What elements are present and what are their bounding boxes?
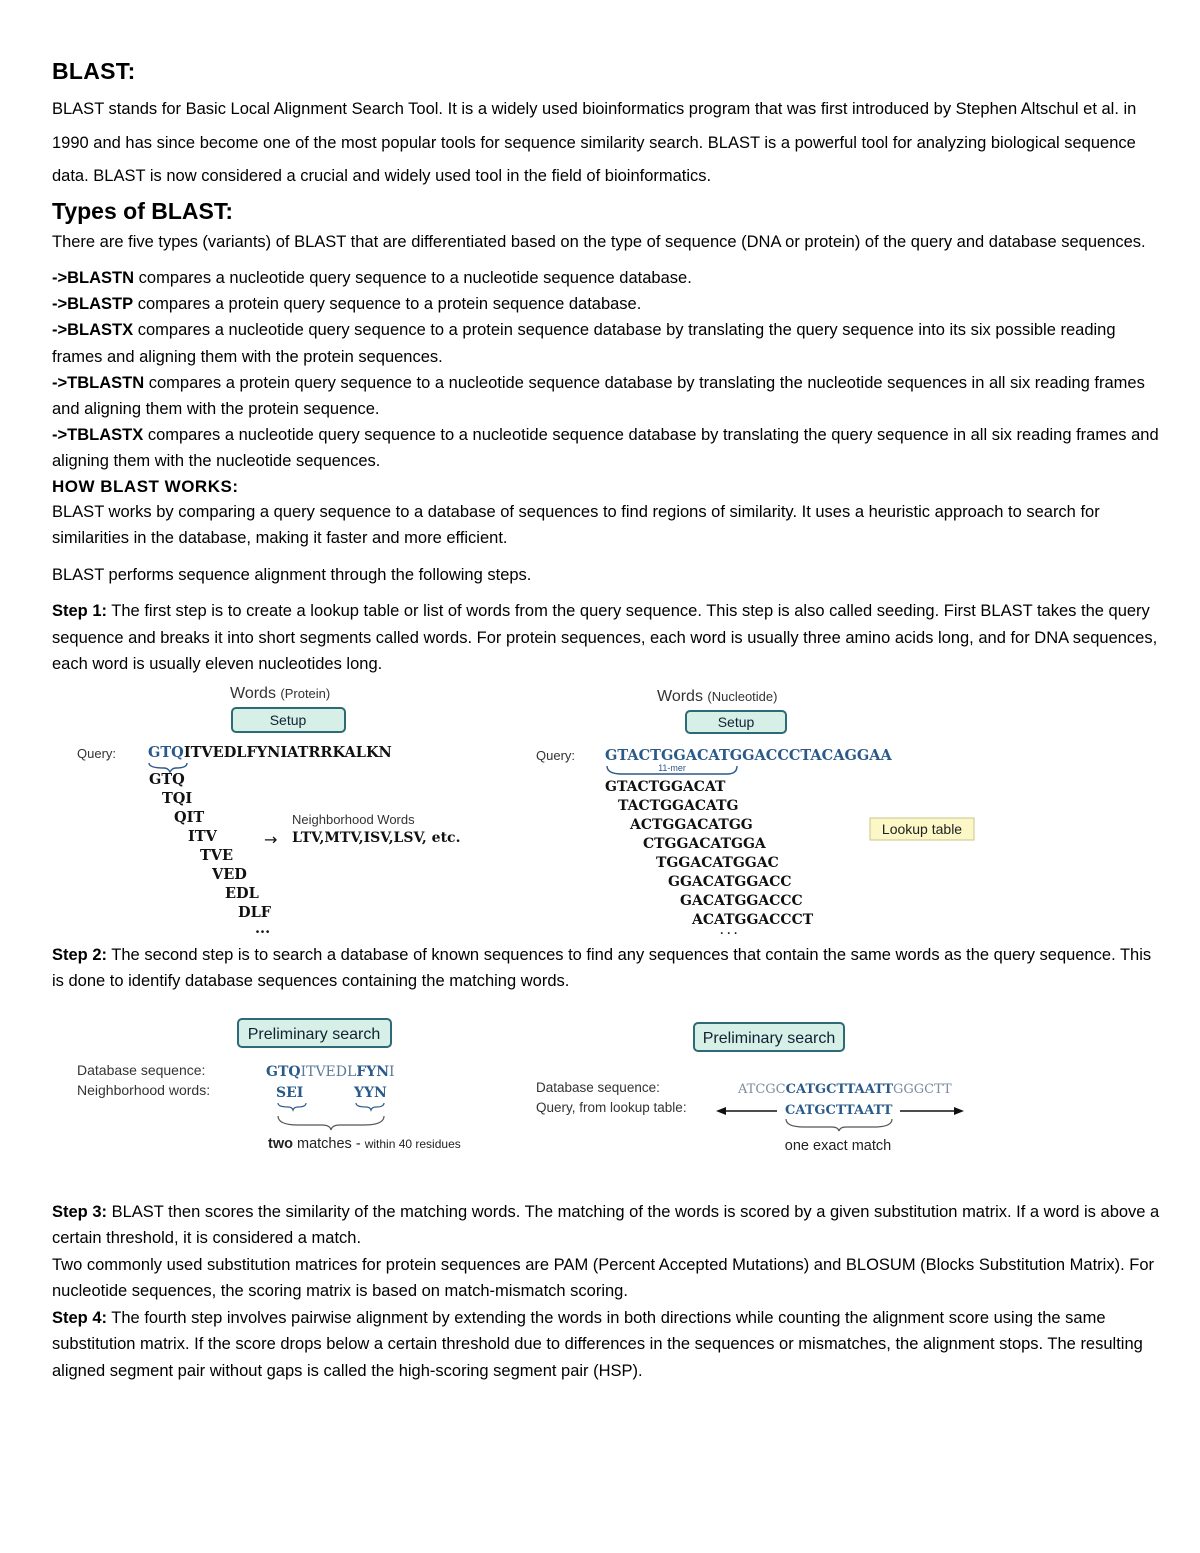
lookup-label: Lookup table <box>881 820 963 837</box>
neighborhood-words-label: Neighborhood words: <box>77 1081 211 1098</box>
step1-paragraph: Step 1: The first step is to create a lookup table or list of words from the query sequence. This step is also called seeding. First BLAST takes the query sequence and breaks it into short segments called words. For protein sequences, each word is usually three amino acids long, and for DNA sequences, each word is usually eleven nucleotides long. <box>52 602 1158 674</box>
left-words-title: Words (Protein) <box>230 684 331 702</box>
list-item: ->TBLASTN compares a protein query sequence to a nucleotide sequence database by translating the nucleotide sequences in all six reading frames and aligning them with the protein sequence. <box>52 373 1145 419</box>
db-sequence-label: Database sequence: <box>77 1061 206 1078</box>
preliminary-search-label: Preliminary search <box>702 1029 836 1047</box>
setup-label: Setup <box>717 713 755 730</box>
step4-paragraph: Step 4: The fourth step involves pairwise alignment by extending the words in both directions while counting the alignment score using the same substitution matrix. If the score drops below a certain threshold due to differences in the sequences or mismatches, the alignment stops. The resulting aligned segment pair without gaps is called the high-scoring segment pair (HSP). <box>52 1308 1143 1380</box>
types-list <box>52 265 1162 475</box>
protein-query: GTQITVEDLFYNIATRRKALKN <box>148 743 392 761</box>
types-intro: There are five types (variants) of BLAST that are differentiated based on the type of sequence (DNA or protein) of the query and database sequences. <box>52 232 1146 251</box>
word: ACTGGACATGG <box>630 816 753 833</box>
word: GGACATGGACC <box>668 873 792 890</box>
word: . . . <box>720 925 738 934</box>
nucleotide-words <box>605 779 814 934</box>
list-item: ->TBLASTX compares a nucleotide query sequence to a nucleotide sequence database by translating the query sequence in all six reading frames and aligning them with the nucleotide sequences. <box>52 426 1159 471</box>
list-item: ->BLASTX compares a nucleotide query sequence to a protein sequence database by translating the query sequence into its six possible reading frames and aligning them with the protein sequences. <box>52 321 1116 366</box>
how-intro: BLAST works by comparing a query sequence to a database of sequences to find regions of similarity. It uses a heuristic approach to search for similarities in the database, making it faster and more efficient. <box>52 502 1100 548</box>
query-label: Query: <box>77 745 117 761</box>
brace-icon <box>278 1116 384 1130</box>
setup-label: Setup <box>269 711 307 728</box>
word: TVE <box>200 846 234 864</box>
word: ACATGGACCCT <box>692 911 814 928</box>
neighborhood-word-2: YYN <box>354 1084 387 1101</box>
r-query-word: CATGCTTAATT <box>785 1102 893 1118</box>
word: GTACTGGACAT <box>605 778 726 795</box>
word: GTQ <box>149 770 185 788</box>
word: TACTGGACATG <box>618 797 739 814</box>
types-heading: Types of BLAST: <box>52 197 234 224</box>
preliminary-search-label: Preliminary search <box>247 1025 381 1043</box>
word: TGGACATGGAC <box>656 854 779 871</box>
word: QIT <box>174 808 205 826</box>
mer-label: 11-mer <box>658 762 686 773</box>
brace-icon <box>786 1119 892 1131</box>
word: DLF <box>238 903 272 921</box>
neighborhood-word-1: SEI <box>276 1084 304 1101</box>
right-words-title: Words (Nucleotide) <box>657 687 778 705</box>
word: ITV <box>188 827 217 845</box>
r-db-sequence: ATCGCCATGCTTAATTGGGCTT <box>738 1081 952 1097</box>
word: CTGGACATGGA <box>643 835 766 852</box>
matrices-paragraph: Two commonly used substitution matrices for protein sequences are PAM (Percent Accepted Mutations) and BLOSUM (Blocks Substitution Matrix). For nucleotide sequences, the scoring matrix is based on match-mismatch scoring. <box>52 1255 1154 1301</box>
step3-paragraph: Step 3: BLAST then scores the similarity of the matching words. The matching of the words is scored by a given substitution matrix. If a word is above a certain threshold, it is considered a match. <box>52 1202 1160 1248</box>
figure-words <box>52 678 1162 934</box>
word: GACATGGACCC <box>680 892 803 909</box>
neighborhood-label: Neighborhood Words <box>292 811 415 827</box>
brace-icon <box>278 1103 306 1110</box>
arrow-icon: → <box>264 829 278 849</box>
query-lookup-label: Query, from lookup table: <box>536 1099 687 1115</box>
exact-match-caption: one exact match <box>784 1137 892 1154</box>
word: ... <box>255 919 271 934</box>
word: EDL <box>225 884 259 902</box>
db-sequence: GTQITVEDLFYNI <box>266 1063 395 1080</box>
left-arrow-icon <box>716 1107 726 1115</box>
protein-words <box>149 771 272 934</box>
neighborhood-words: LTV,MTV,ISV,LSV, etc. <box>292 829 461 846</box>
word: TQI <box>162 789 193 807</box>
query-label: Query: <box>536 747 576 763</box>
how-heading: HOW BLAST WORKS: <box>52 476 239 496</box>
matches-caption: two matches - within 40 residues <box>268 1135 461 1152</box>
db-sequence-label: Database sequence: <box>536 1079 660 1095</box>
steps-intro: BLAST performs sequence alignment through the following steps. <box>52 565 532 584</box>
list-item: ->BLASTP compares a protein query sequence to a protein sequence database. <box>52 295 642 314</box>
page-title: BLAST: <box>52 58 136 84</box>
brace-icon <box>356 1103 384 1110</box>
figure-words-svg <box>52 678 1162 934</box>
word: VED <box>212 865 247 883</box>
list-item: ->BLASTN compares a nucleotide query sequence to a nucleotide sequence database. <box>52 269 692 287</box>
figure-preliminary-search <box>52 1015 1162 1165</box>
step2-paragraph: Step 2: The second step is to search a database of known sequences to find any sequences that contain the same words as the query sequence. This is done to identify database sequences containing the matching words. <box>52 945 1152 991</box>
nucleotide-query: GTACTGGACATGGACCCTACAGGAA <box>605 746 892 764</box>
right-arrow-icon <box>954 1107 964 1115</box>
intro-paragraph: BLAST stands for Basic Local Alignment Search Tool. It is a widely used bioinformatics program that was first introduced by Stephen Altschul et al. in 1990 and has since become one of the most popular tools for sequence similarity search. BLAST is a powerful tool for analyzing biological sequence data. BLAST is now considered a crucial and widely used tool in the field of bioinformatics. <box>52 100 1137 185</box>
figure-preliminary-svg <box>52 1015 1162 1165</box>
document <box>52 58 1162 1384</box>
